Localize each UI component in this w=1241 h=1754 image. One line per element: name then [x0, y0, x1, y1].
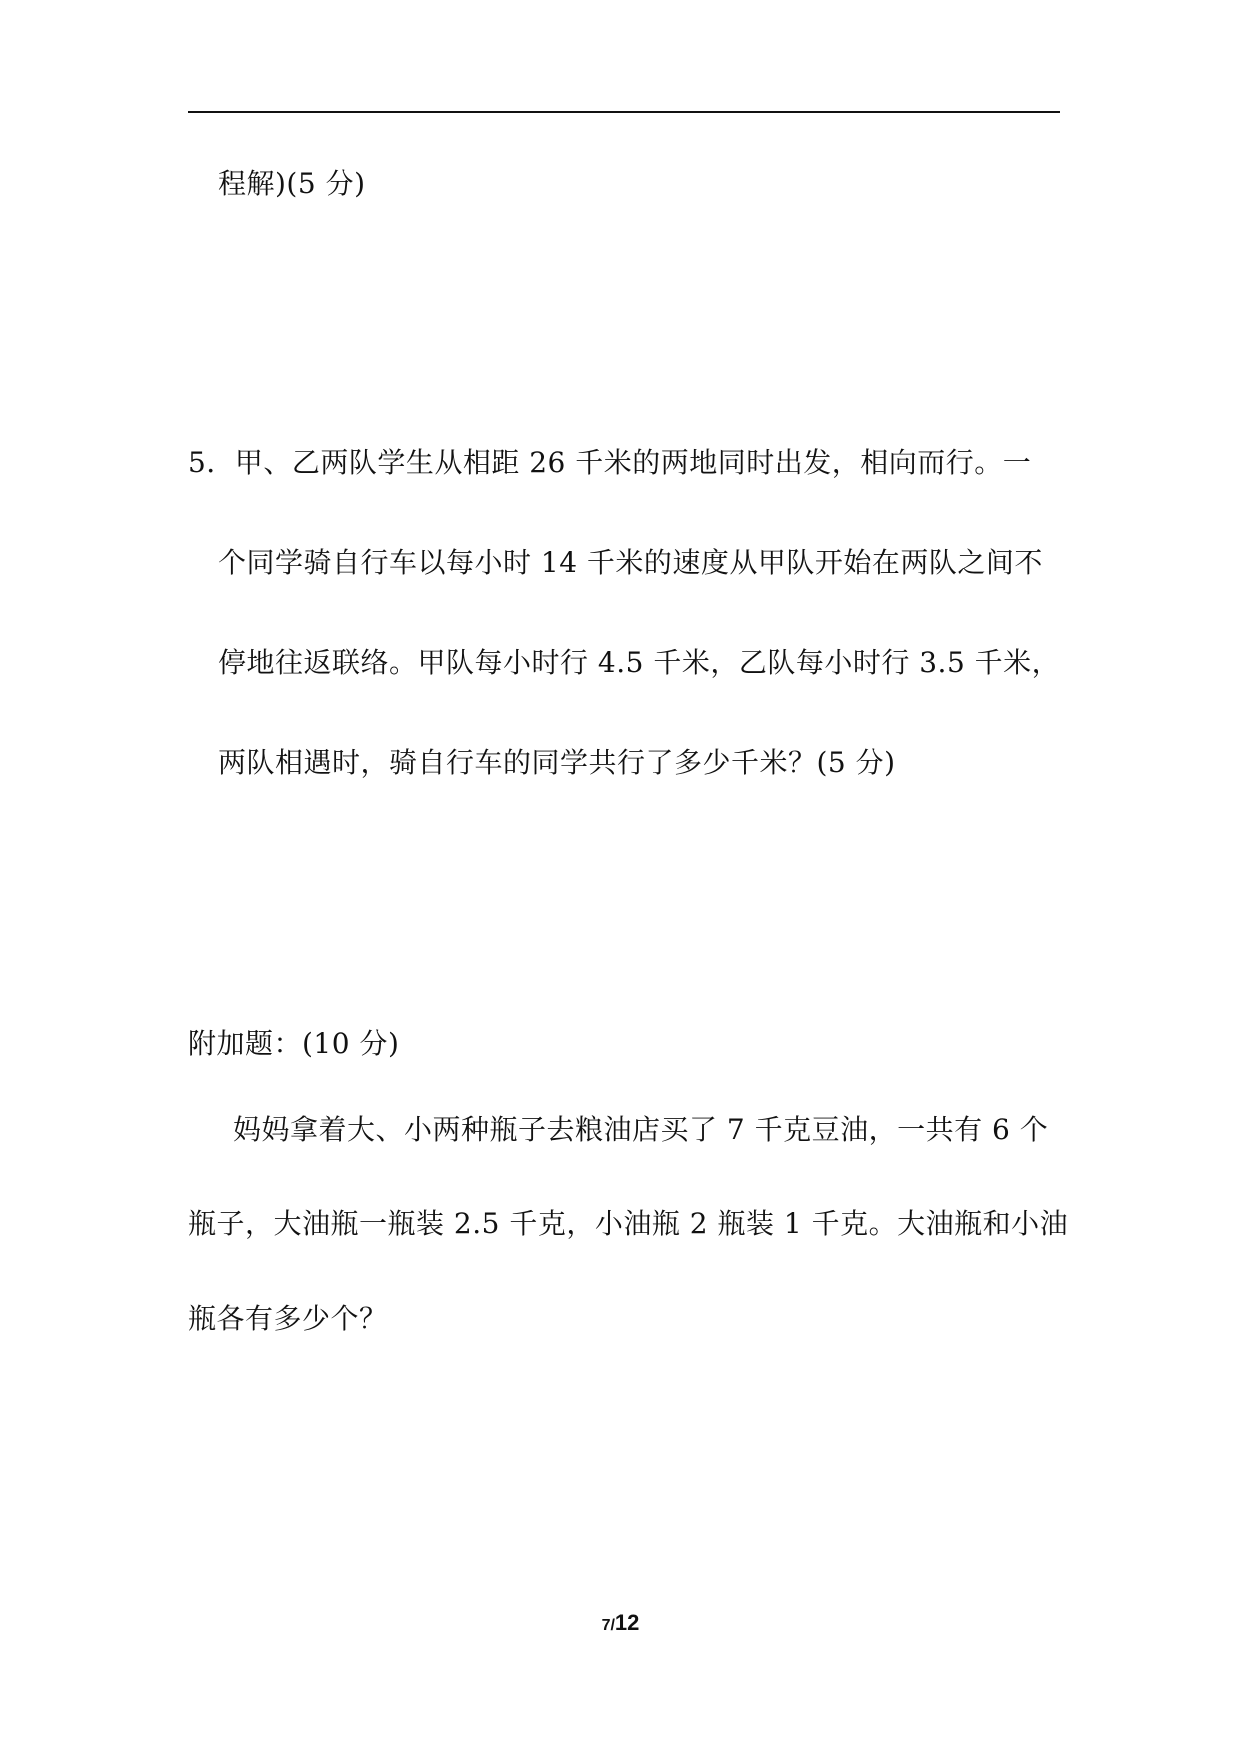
question-5-line-1: 5．甲、乙两队学生从相距 26 千米的两地同时出发，相向而行。一 [188, 446, 1032, 479]
bonus-question-line-1: 妈妈拿着大、小两种瓶子去粮油店买了 7 千克豆油，一共有 6 个 [233, 1113, 1049, 1146]
question-5-line-4: 两队相遇时，骑自行车的同学共行了多少千米？(5 分) [218, 746, 896, 779]
current-page: 7/ [601, 1617, 615, 1634]
bonus-heading: 附加题：(10 分) [188, 1027, 400, 1060]
question-5-line-3: 停地往返联络。甲队每小时行 4.5 千米，乙队每小时行 3.5 千米， [218, 646, 1061, 679]
header-rule [188, 111, 1060, 113]
page-number [0, 1610, 1241, 1636]
question-5-line-2: 个同学骑自行车以每小时 14 千米的速度从甲队开始在两队之间不 [218, 546, 1043, 579]
previous-question-continuation: 程解)(5 分) [218, 167, 366, 200]
bonus-question-line-2: 瓶子，大油瓶一瓶装 2.5 千克，小油瓶 2 瓶装 1 千克。大油瓶和小油 [188, 1207, 1069, 1240]
bonus-question-line-3: 瓶各有多少个？ [188, 1302, 388, 1335]
total-pages: 12 [614, 1610, 640, 1635]
